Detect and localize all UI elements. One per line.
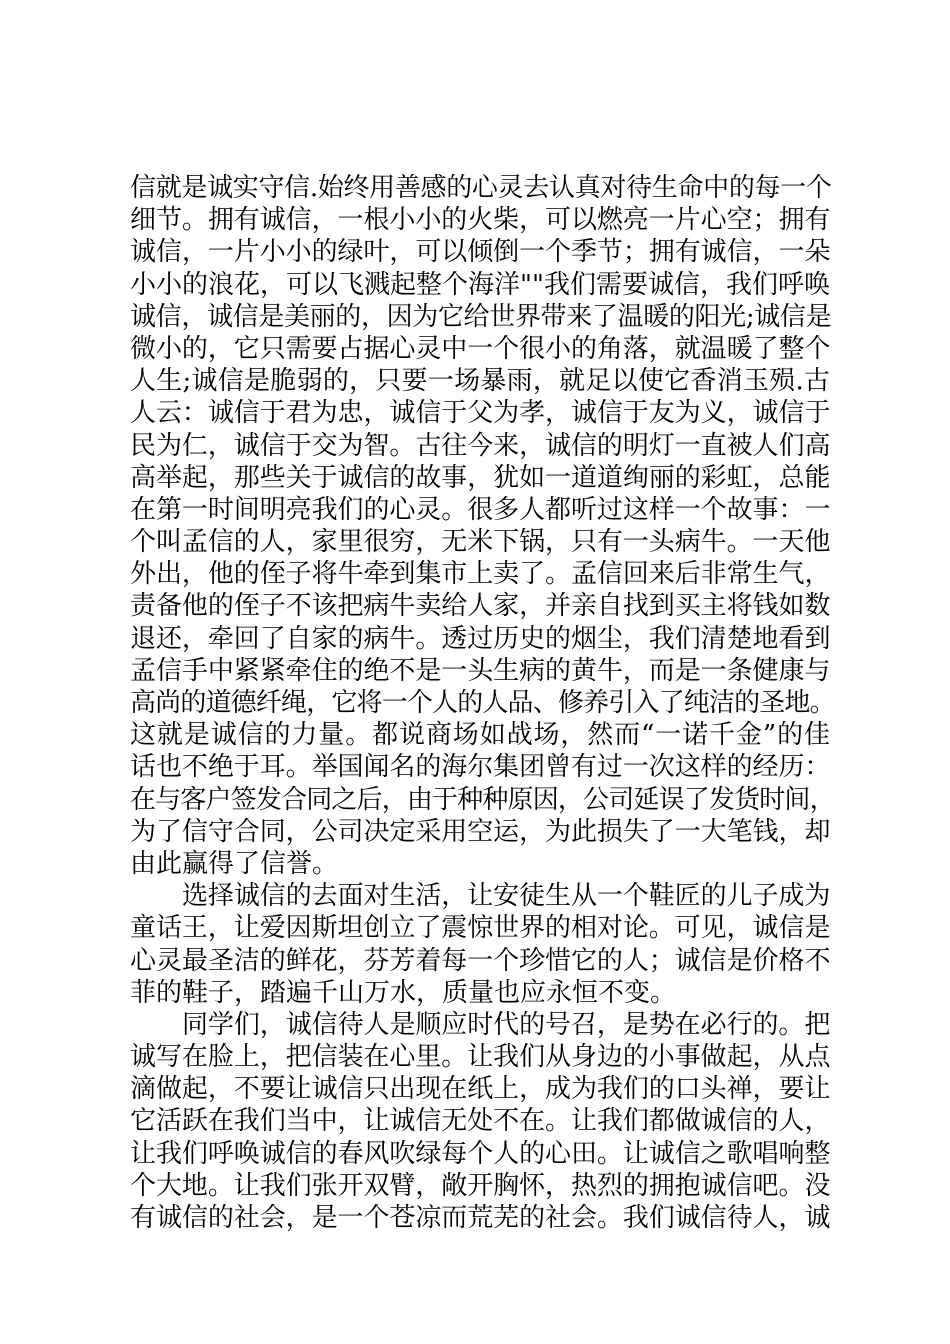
text-line: 这就是诚信的力量。都说商场如战场，然而“一诺千金”的佳 [130,720,830,751]
text-line: 在第一时间明亮我们的心灵。很多人都听过这样一个故事：一 [130,494,831,525]
paragraph [130,172,835,880]
text-line: 为了信守合同，公司决定采用空运，为此损失了一大笔钱，却 [130,816,831,847]
text-line: 责备他的侄子不该把病牛卖给人家，并亲自找到买主将钱如数 [130,591,831,622]
text-line: 有诚信的社会，是一个苍凉而荒芜的社会。我们诚信待人，诚 [130,1203,831,1233]
text-line: 诚信，一片小小的绿叶，可以倾倒一个季节；拥有诚信，一朵 [130,237,831,268]
paragraph [130,880,830,1009]
text-line: 让我们呼唤诚信的春风吹绿每个人的心田。让诚信之歌唱响整 [130,1138,831,1169]
text-line: 它活跃在我们当中，让诚信无处不在。让我们都做诚信的人， [130,1106,831,1137]
paragraph [130,1009,830,1234]
text-line: 童话王，让爱因斯坦创立了震惊世界的相对论。可见，诚信是 [130,913,831,944]
text-line: 心灵最圣洁的鲜花，芬芳着每一个珍惜它的人；诚信是价格不 [130,945,831,976]
text-line: 民为仁，诚信于交为智。古往今来，诚信的明灯一直被人们高 [130,430,831,461]
text-line: 细节。拥有诚信，一根小小的火柴，可以燃亮一片心空；拥有 [130,205,831,236]
text-line: 诚信，诚信是美丽的，因为它给世界带来了温暖的阳光;诚信是 [130,301,832,332]
text-line: 个大地。让我们张开双臂，敞开胸怀，热烈的拥抱诚信吧。没 [130,1170,831,1201]
text-line: 个叫孟信的人，家里很穷，无米下锅，只有一头病牛。一天他 [130,527,831,558]
text-line: 小小的浪花，可以飞溅起整个海洋""我们需要诚信，我们呼唤 [130,269,830,300]
text-line: 孟信手中紧紧牵住的绝不是一头生病的黄牛，而是一条健康与 [130,655,831,686]
text-line: 人云：诚信于君为忠，诚信于父为孝，诚信于友为义，诚信于 [130,398,831,429]
text-line: 高尚的道德纤绳，它将一个人的人品、修养引入了纯洁的圣地。 [130,688,835,718]
text-line: 同学们，诚信待人是顺应时代的号召，是势在必行的。把 [182,1009,831,1040]
text-line: 滴做起，不要让诚信只出现在纸上，成为我们的口头禅，要让 [130,1074,831,1105]
text-line: 诚写在脸上，把信装在心里。让我们从身边的小事做起，从点 [130,1042,831,1073]
text-line: 由此赢得了信誉。 [130,848,339,879]
text-line: 菲的鞋子，踏遍千山万水，质量也应永恒不变。 [130,977,677,1008]
text-line: 人生;诚信是脆弱的，只要一场暴雨，就足以使它香消玉殒.古 [130,366,830,397]
text-line: 高举起，那些关于诚信的故事，犹如一道道绚丽的彩虹，总能 [130,462,831,493]
text-line: 在与客户签发合同之后，由于种种原因，公司延误了发货时间， [130,784,835,815]
document-body [130,172,835,1234]
text-line: 微小的，它只需要占据心灵中一个很小的角落，就温暖了整个 [130,333,831,364]
text-line: 退还，牵回了自家的病牛。透过历史的烟尘，我们清楚地看到 [130,623,831,654]
text-line: 外出，他的侄子将牛牵到集市上卖了。孟信回来后非常生气， [130,559,831,590]
text-line: 信就是诚实守信.始终用善感的心灵去认真对待生命中的每一个 [130,173,832,203]
text-line: 选择诚信的去面对生活，让安徒生从一个鞋匠的儿子成为 [182,881,831,912]
text-line: 话也不绝于耳。举国闻名的海尔集团曾有过一次这样的经历： [130,752,831,783]
